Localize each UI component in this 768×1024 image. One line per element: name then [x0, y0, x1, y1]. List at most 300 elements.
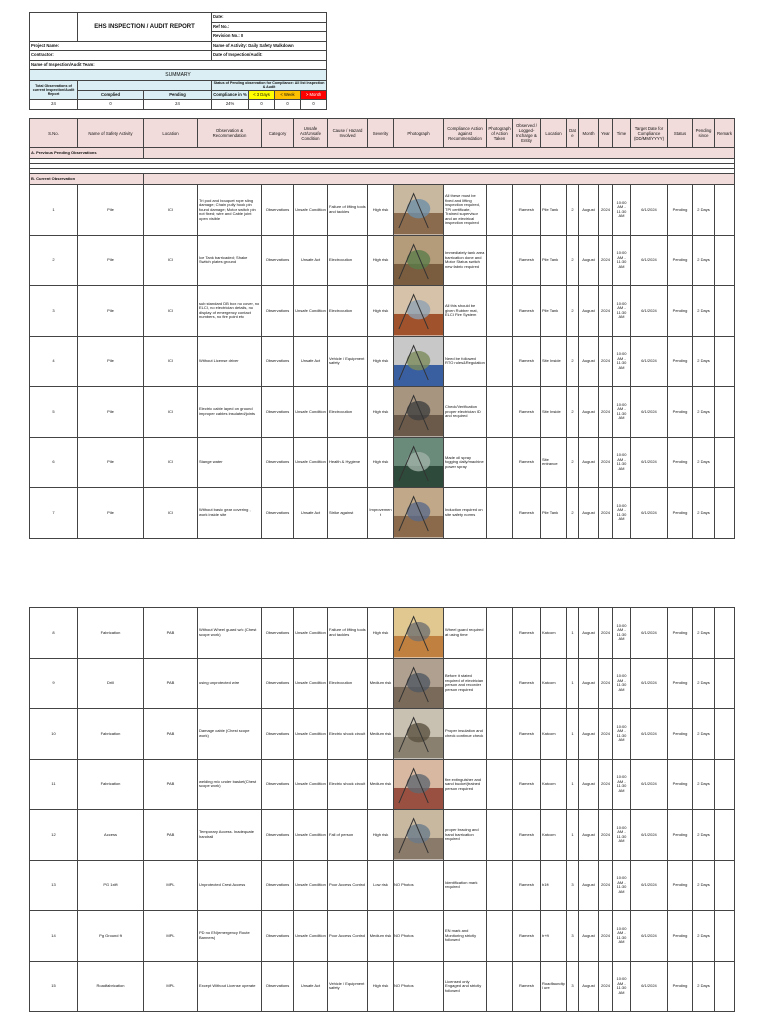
cell-month: August: [579, 286, 599, 337]
cell-unsafe-type: Unsafe Condition: [294, 437, 328, 488]
cell-observed-by: Ramesh: [513, 286, 541, 337]
cell-date: 1: [567, 608, 579, 659]
cell-photo: [394, 387, 444, 438]
cell-date: 2: [567, 286, 579, 337]
cell-unsafe-type: Unsafe Condition: [294, 387, 328, 438]
cell-observation: Without License driver: [198, 336, 262, 387]
cell-serial-number: 9: [30, 658, 78, 709]
cell-compliance-action: fire extinguisher and sand bucket(trained person required: [444, 759, 487, 810]
cell-remark: [715, 608, 735, 659]
cell-compliance-action: Induction required on site safety norms: [444, 488, 487, 539]
cell-severity: Low risk: [368, 860, 394, 911]
cell-time: 10:00 AM - 11:30 AM: [613, 488, 631, 539]
week-label: < Week: [275, 90, 301, 100]
complied-label: Complied: [78, 90, 144, 100]
cell-observed-by: Ramesh: [513, 387, 541, 438]
cell-status: Pending: [668, 336, 693, 387]
pending-status-label: Status of Pending observation for Compliance: All list Inspection & Audit: [212, 81, 327, 91]
cell-action-photo: [487, 235, 513, 286]
cell-status: Pending: [668, 286, 693, 337]
cell-location: PAB: [144, 759, 198, 810]
cell-action-photo: [487, 810, 513, 861]
cell-severity: High risk: [368, 961, 394, 1012]
cell-remark: [715, 658, 735, 709]
cell-photo: [394, 608, 444, 659]
column-header-cause: Cause / Hazard Involved: [328, 119, 368, 148]
cell-location: PAB: [144, 658, 198, 709]
cell-severity: High risk: [368, 185, 394, 236]
cell-date: 2: [567, 437, 579, 488]
cell-status: Pending: [668, 658, 693, 709]
cell-cause: Vehicle / Equipment safety: [328, 961, 368, 1012]
cell-photo: [394, 961, 444, 1012]
cell-location: ICI: [144, 235, 198, 286]
cell-serial-number: 8: [30, 608, 78, 659]
cell-time: 10:00 AM - 11:30 AM: [613, 759, 631, 810]
column-header-row: [30, 119, 735, 148]
cell-safety-activity: Access: [78, 810, 144, 861]
cell-month: August: [579, 387, 599, 438]
cell-compliance-action: proper bracing and hand barrication required: [444, 810, 487, 861]
cell-time: 10:00 AM - 11:30 AM: [613, 437, 631, 488]
cell-remark: [715, 911, 735, 962]
cell-status: Pending: [668, 387, 693, 438]
cell-observation: Ice Tank barricaded; Shake Switch plates ground: [198, 235, 262, 286]
cell-safety-activity: Pile: [78, 437, 144, 488]
cell-photo: [394, 709, 444, 760]
cell-observed-location: Katcom: [541, 810, 567, 861]
cell-year: 2024: [599, 709, 613, 760]
cell-safety-activity: Pile: [78, 488, 144, 539]
site-photo: [394, 709, 443, 759]
cell-serial-number: 10: [30, 709, 78, 760]
observation-row: [30, 387, 735, 438]
cell-month: August: [579, 911, 599, 962]
cell-time: 10:00 AM - 11:30 AM: [613, 336, 631, 387]
cell-unsafe-type: Unsafe Condition: [294, 709, 328, 760]
cell-time: 10:00 AM - 11:30 AM: [613, 286, 631, 337]
team-label: Name of Inspection/Audit Team:: [30, 60, 327, 70]
cell-compliance-action: Check/Verification proper electrician ID and required: [444, 387, 487, 438]
cell-cause: Vehicle / Equipment safety: [328, 336, 368, 387]
observation-row: [30, 911, 735, 962]
cell-action-photo: [487, 336, 513, 387]
cell-year: 2024: [599, 759, 613, 810]
cell-year: 2024: [599, 961, 613, 1012]
cell-location: ICI: [144, 437, 198, 488]
cell-compliance-action: Immediately tank area barrication done and Motor Status switch new fabric required: [444, 235, 487, 286]
cell-remark: [715, 387, 735, 438]
cell-target-date: 6/1/2024: [631, 961, 668, 1012]
cell-safety-activity: Roadfabrication: [78, 961, 144, 1012]
cell-observed-by: Ramesh: [513, 185, 541, 236]
cell-month: August: [579, 185, 599, 236]
cell-target-date: 6/1/2024: [631, 387, 668, 438]
cell-serial-number: 15: [30, 961, 78, 1012]
cell-month: August: [579, 437, 599, 488]
cell-status: Pending: [668, 759, 693, 810]
cell-date: 2: [567, 235, 579, 286]
cell-observed-by: Ramesh: [513, 709, 541, 760]
cell-pending-since: 2 Days: [693, 488, 715, 539]
column-header-compliance-action: Compliance Action against Recommendation: [444, 119, 487, 148]
cell-time: 10:00 AM - 11:30 AM: [613, 709, 631, 760]
cell-time: 10:00 AM - 11:30 AM: [613, 608, 631, 659]
no-photo-label: NO Photos: [394, 932, 414, 938]
cell-month: August: [579, 810, 599, 861]
days3-value: 0: [249, 100, 275, 110]
column-header-photo-action: Photograph of Action Taken: [487, 119, 513, 148]
cell-safety-activity: Pile: [78, 336, 144, 387]
cell-unsafe-type: Unsafe Condition: [294, 911, 328, 962]
cell-severity: High risk: [368, 387, 394, 438]
cell-observed-by: Ramesh: [513, 860, 541, 911]
cell-observed-location: Pile Tank: [541, 286, 567, 337]
cell-year: 2024: [599, 286, 613, 337]
cell-action-photo: [487, 658, 513, 709]
cell-location: MPL: [144, 860, 198, 911]
cell-target-date: 6/1/2024: [631, 658, 668, 709]
cell-cause: Electrocution: [328, 235, 368, 286]
column-header-category: Category: [262, 119, 294, 148]
site-photo: [394, 387, 443, 437]
cell-date: 1: [567, 810, 579, 861]
cell-severity: High risk: [368, 608, 394, 659]
cell-location: PAB: [144, 608, 198, 659]
cell-category: Observations: [262, 608, 294, 659]
column-header-sno: S.No.: [30, 119, 78, 148]
observation-row: [30, 185, 735, 236]
cell-category: Observations: [262, 235, 294, 286]
cell-pending-since: 2 Days: [693, 235, 715, 286]
cell-unsafe-type: Unsafe Condition: [294, 810, 328, 861]
cell-photo: [394, 235, 444, 286]
cell-year: 2024: [599, 488, 613, 539]
cell-unsafe-type: Unsafe Act: [294, 336, 328, 387]
cell-unsafe-type: Unsafe Act: [294, 488, 328, 539]
cell-serial-number: 5: [30, 387, 78, 438]
cell-remark: [715, 709, 735, 760]
site-photo: [394, 760, 443, 810]
site-photo: [394, 236, 443, 286]
cell-date: 3: [567, 911, 579, 962]
project-label: Project Name:: [30, 41, 212, 51]
cell-pending-since: 2 Days: [693, 961, 715, 1012]
pending-label: Pending: [144, 90, 212, 100]
cell-photo: [394, 658, 444, 709]
cell-year: 2024: [599, 437, 613, 488]
cell-category: Observations: [262, 759, 294, 810]
cell-observation: Stange water: [198, 437, 262, 488]
cell-observation: Electric cable layed on ground improper cables insulated/joints: [198, 387, 262, 438]
cell-status: Pending: [668, 608, 693, 659]
cell-category: Observations: [262, 860, 294, 911]
cell-safety-activity: Pile: [78, 286, 144, 337]
cell-severity: High risk: [368, 235, 394, 286]
cell-status: Pending: [668, 860, 693, 911]
cell-observation: Unprotected Crest Access: [198, 860, 262, 911]
revision-label: Revision No.: 0: [212, 32, 327, 42]
cell-compliance-action: EN mark and Monitoring strictly followed: [444, 911, 487, 962]
cell-month: August: [579, 860, 599, 911]
cell-time: 10:00 AM - 11:30 AM: [613, 860, 631, 911]
cell-location: ICI: [144, 336, 198, 387]
column-header-month: Month: [579, 119, 599, 148]
cell-serial-number: 7: [30, 488, 78, 539]
observation-row: [30, 961, 735, 1012]
cell-pending-since: 2 Days: [693, 336, 715, 387]
observations-table-page2: [29, 607, 735, 1012]
summary-blank: [78, 81, 212, 91]
cell-month: August: [579, 709, 599, 760]
column-header-observation: Observation & Recommendation: [198, 119, 262, 148]
cell-observed-by: Ramesh: [513, 235, 541, 286]
cell-remark: [715, 759, 735, 810]
cell-pending-since: 2 Days: [693, 658, 715, 709]
cell-observed-location: b1ft: [541, 860, 567, 911]
cell-severity: High risk: [368, 437, 394, 488]
cell-date: 2: [567, 488, 579, 539]
cell-serial-number: 1: [30, 185, 78, 236]
cell-target-date: 6/1/2024: [631, 185, 668, 236]
site-photo: [394, 337, 443, 387]
cell-observed-by: Ramesh: [513, 437, 541, 488]
cell-date: 3: [567, 860, 579, 911]
cell-status: Pending: [668, 911, 693, 962]
total-value: 24: [30, 100, 78, 110]
cell-observation: Except Without License operate: [198, 961, 262, 1012]
cell-pending-since: 2 Days: [693, 608, 715, 659]
cell-observed-location: Katcom: [541, 759, 567, 810]
cell-observed-location: Site entrance: [541, 437, 567, 488]
cell-date: 1: [567, 658, 579, 709]
cell-unsafe-type: Unsafe Condition: [294, 608, 328, 659]
cell-cause: Fall of person: [328, 810, 368, 861]
cell-serial-number: 2: [30, 235, 78, 286]
cell-serial-number: 6: [30, 437, 78, 488]
cell-serial-number: 13: [30, 860, 78, 911]
section-current-row: [30, 174, 735, 185]
cell-action-photo: [487, 387, 513, 438]
cell-location: MPL: [144, 961, 198, 1012]
cell-observed-by: Ramesh: [513, 759, 541, 810]
cell-observed-location: Katcom: [541, 709, 567, 760]
contractor-label: Contractor:: [30, 51, 212, 61]
cell-observed-location: Roadfaundtpl ure: [541, 961, 567, 1012]
total-observations-label: Total Observations of current Inspection/Audit Report: [30, 81, 78, 100]
observation-row: [30, 810, 735, 861]
cell-pending-since: 2 Days: [693, 387, 715, 438]
cell-month: August: [579, 235, 599, 286]
cell-target-date: 6/1/2024: [631, 608, 668, 659]
cell-remark: [715, 235, 735, 286]
cell-pending-since: 2 Days: [693, 759, 715, 810]
cell-action-photo: [487, 961, 513, 1012]
cell-year: 2024: [599, 608, 613, 659]
cell-year: 2024: [599, 810, 613, 861]
column-header-photograph: Photograph: [394, 119, 444, 148]
observation-row: [30, 235, 735, 286]
days3-label: < 3 Days: [249, 90, 275, 100]
column-header-activity: Name of Safety Activity: [78, 119, 144, 148]
cell-status: Pending: [668, 709, 693, 760]
cell-safety-activity: PG 1xlft: [78, 860, 144, 911]
cell-observed-location: Pile Tank: [541, 185, 567, 236]
cell-safety-activity: Pile: [78, 185, 144, 236]
cell-target-date: 6/1/2024: [631, 860, 668, 911]
cell-year: 2024: [599, 185, 613, 236]
observation-row: [30, 286, 735, 337]
column-header-observed: Observed / Logged-Incharge & Entity: [513, 119, 541, 148]
cell-compliance-action: Before it stated required of electrician person and recorder person required: [444, 658, 487, 709]
cell-unsafe-type: Unsafe Condition: [294, 185, 328, 236]
cell-observation: PD no EN(emergency Route Banners): [198, 911, 262, 962]
cell-remark: [715, 860, 735, 911]
cell-target-date: 6/1/2024: [631, 336, 668, 387]
cell-cause: Failure of lifting tools and tackles: [328, 185, 368, 236]
observation-row: [30, 658, 735, 709]
month-value: 0: [301, 100, 327, 110]
cell-time: 10:00 AM - 11:30 AM: [613, 387, 631, 438]
cell-photo: [394, 185, 444, 236]
cell-pending-since: 2 Days: [693, 709, 715, 760]
cell-year: 2024: [599, 911, 613, 962]
cell-category: Observations: [262, 336, 294, 387]
cell-target-date: 6/1/2024: [631, 911, 668, 962]
compliance-label: Compliance in %: [212, 90, 249, 100]
cell-safety-activity: Fabrication: [78, 608, 144, 659]
column-header-pending-since: Pending since: [693, 119, 715, 148]
cell-location: PAB: [144, 709, 198, 760]
cell-month: August: [579, 961, 599, 1012]
cell-action-photo: [487, 709, 513, 760]
cell-month: August: [579, 759, 599, 810]
complied-value: 0: [78, 100, 144, 110]
cell-observed-by: Ramesh: [513, 961, 541, 1012]
cell-safety-activity: Pile: [78, 387, 144, 438]
no-photo-label: NO Photos: [394, 983, 414, 988]
cell-pending-since: 2 Days: [693, 860, 715, 911]
cell-category: Observations: [262, 488, 294, 539]
cell-target-date: 6/1/2024: [631, 235, 668, 286]
cell-compliance-action: Made oil spray fogging daily/machine power spray: [444, 437, 487, 488]
cell-target-date: 6/1/2024: [631, 437, 668, 488]
column-header-target: Target Date for Compliance (DD/MM/YYYY): [631, 119, 668, 148]
cell-target-date: 6/1/2024: [631, 759, 668, 810]
cell-cause: Electrocution: [328, 286, 368, 337]
cell-status: Pending: [668, 437, 693, 488]
cell-observed-location: Pile Tank: [541, 488, 567, 539]
cell-observed-location: Katcom: [541, 608, 567, 659]
cell-month: August: [579, 658, 599, 709]
cell-compliance-action: Licensed only Engaged and strictly followed: [444, 961, 487, 1012]
cell-remark: [715, 437, 735, 488]
cell-unsafe-type: Unsafe Condition: [294, 658, 328, 709]
cell-category: Observations: [262, 810, 294, 861]
cell-unsafe-type: Unsafe Condition: [294, 286, 328, 337]
cell-date: 2: [567, 387, 579, 438]
cell-photo: [394, 860, 444, 911]
cell-time: 10:00 AM - 11:30 AM: [613, 961, 631, 1012]
cell-cause: Electric shock circuit: [328, 709, 368, 760]
cell-unsafe-type: Unsafe Act: [294, 961, 328, 1012]
column-header-remark: Remark: [715, 119, 735, 148]
cell-unsafe-type: Unsafe Condition: [294, 759, 328, 810]
cell-cause: Failure of lifting tools and tackles: [328, 608, 368, 659]
cell-location: MPL: [144, 911, 198, 962]
pending-value: 24: [144, 100, 212, 110]
date-label: Date:: [212, 13, 327, 23]
column-header-loc2: Location: [541, 119, 567, 148]
cell-observation: sub standard DB box no cover, no ELCI, no electrician details, no display of emergency contact numbers, no fire point etc: [198, 286, 262, 337]
observation-row: [30, 759, 735, 810]
cell-serial-number: 14: [30, 911, 78, 962]
cell-pending-since: 2 Days: [693, 286, 715, 337]
cell-cause: Electric shock circuit: [328, 759, 368, 810]
observation-row: [30, 709, 735, 760]
cell-time: 10:00 AM - 11:30 AM: [613, 911, 631, 962]
cell-pending-since: 2 Days: [693, 437, 715, 488]
cell-observed-location: Katcom: [541, 658, 567, 709]
cell-action-photo: [487, 437, 513, 488]
cell-severity: High risk: [368, 286, 394, 337]
cell-action-photo: [487, 608, 513, 659]
cell-status: Pending: [668, 961, 693, 1012]
cell-compliance-action: Wheel guard required at using time: [444, 608, 487, 659]
cell-category: Observations: [262, 961, 294, 1012]
cell-observed-location: Site Inside: [541, 387, 567, 438]
cell-compliance-action: All this should be given Rubber mat, ELCI Fire System: [444, 286, 487, 337]
column-header-unsafe: Unsafe Act/Unsafe Condition: [294, 119, 328, 148]
site-photo: [394, 810, 443, 860]
cell-date: 3: [567, 961, 579, 1012]
cell-photo: [394, 437, 444, 488]
cell-time: 10:00 AM - 11:30 AM: [613, 810, 631, 861]
observation-row: [30, 437, 735, 488]
cell-severity: Improvement: [368, 488, 394, 539]
cell-date: 2: [567, 185, 579, 236]
cell-unsafe-type: Unsafe Act: [294, 235, 328, 286]
cell-time: 10:00 AM - 11:30 AM: [613, 235, 631, 286]
column-header-date: Date: [567, 119, 579, 148]
cell-observed-location: Site Inside: [541, 336, 567, 387]
cell-observed-by: Ramesh: [513, 810, 541, 861]
cell-cause: Electrocution: [328, 658, 368, 709]
cell-category: Observations: [262, 286, 294, 337]
cell-safety-activity: Pg Ground ft: [78, 911, 144, 962]
cell-date: 1: [567, 709, 579, 760]
cell-location: PAB: [144, 810, 198, 861]
cell-pending-since: 2 Days: [693, 810, 715, 861]
cell-safety-activity: Fabrication: [78, 759, 144, 810]
observation-row: [30, 860, 735, 911]
cell-safety-activity: Fabrication: [78, 709, 144, 760]
column-header-severity: Severity: [368, 119, 394, 148]
section-previous-row: [30, 148, 735, 159]
cell-observed-by: Ramesh: [513, 336, 541, 387]
cell-remark: [715, 810, 735, 861]
cell-severity: Medium risk: [368, 759, 394, 810]
cell-status: Pending: [668, 235, 693, 286]
column-header-status: Status: [668, 119, 693, 148]
cell-action-photo: [487, 759, 513, 810]
cell-location: ICI: [144, 286, 198, 337]
cell-remark: [715, 286, 735, 337]
cell-category: Observations: [262, 911, 294, 962]
cell-category: Observations: [262, 658, 294, 709]
cell-compliance-action: All these must be fixed and lifting inspection required, TPI certificate, Trained supervisor and an electrical inspection required: [444, 185, 487, 236]
cell-photo: [394, 759, 444, 810]
